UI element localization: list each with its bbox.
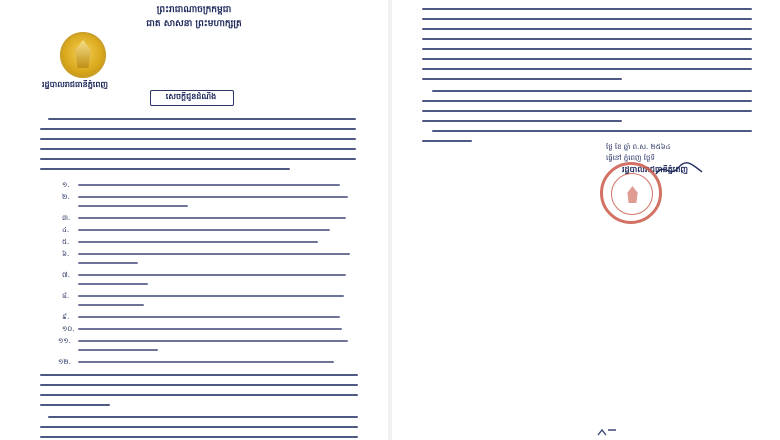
list-item-number: ៦. xyxy=(62,250,70,258)
text-line xyxy=(422,18,752,20)
list-item-number: ៥. xyxy=(62,238,70,246)
list-item xyxy=(78,196,348,198)
text-line xyxy=(422,28,752,30)
list-item xyxy=(78,217,346,219)
text-line xyxy=(40,384,358,386)
list-item-number: ៣. xyxy=(62,214,71,222)
list-item xyxy=(78,262,138,264)
text-line xyxy=(40,426,358,428)
list-item-number: ៤. xyxy=(62,226,70,234)
list-item-number: ៧. xyxy=(62,271,70,279)
text-line xyxy=(422,8,752,10)
list-item xyxy=(78,283,148,285)
list-item xyxy=(78,328,342,330)
list-item xyxy=(78,316,340,318)
right-document-page xyxy=(392,0,780,440)
text-line xyxy=(40,158,356,160)
text-line xyxy=(422,38,752,40)
text-line xyxy=(422,48,752,50)
page-mark-icon xyxy=(596,428,618,436)
list-item-number: ១១. xyxy=(58,337,71,345)
list-item-number: ៨. xyxy=(62,292,70,300)
text-line xyxy=(422,68,752,70)
doc-title: សេចក្តីជូនដំណឹង xyxy=(165,92,217,101)
text-line xyxy=(40,374,358,376)
signature-icon xyxy=(654,160,704,180)
text-line xyxy=(40,148,356,150)
text-line xyxy=(48,118,356,120)
text-line xyxy=(40,436,358,438)
list-item xyxy=(78,361,334,363)
list-item xyxy=(78,295,344,297)
kingdom-header: ព្រះរាជាណាចក្រកម្ពុជា xyxy=(156,6,232,15)
list-item-number: ១២. xyxy=(58,358,71,366)
list-item xyxy=(78,184,340,186)
text-line xyxy=(422,140,472,142)
text-line xyxy=(40,138,356,140)
left-document-page xyxy=(0,0,388,440)
list-item xyxy=(78,274,346,276)
signing-date: ថ្ងៃ ខែ ឆ្នាំ ព.ស. ២៥៦៤ xyxy=(606,143,671,151)
signatory-authority: រដ្ឋបាលរាជធានីភ្នំពេញ xyxy=(622,165,689,174)
text-line xyxy=(422,110,752,112)
text-line xyxy=(422,120,622,122)
text-line xyxy=(432,90,752,92)
text-line xyxy=(422,78,622,80)
list-item-number: ២. xyxy=(62,193,70,201)
list-item xyxy=(78,304,144,306)
issuing-authority: រដ្ឋបាលរាជធានីភ្នំពេញ xyxy=(42,80,109,89)
list-item xyxy=(78,229,330,231)
list-item xyxy=(78,253,350,255)
list-item-number: ១០. xyxy=(62,325,75,333)
signing-place: ធ្វើនៅ ភ្នំពេញ ថ្ងៃទី xyxy=(606,154,655,162)
text-line xyxy=(40,404,110,406)
list-item xyxy=(78,241,318,243)
text-line xyxy=(422,58,752,60)
text-line xyxy=(40,128,356,130)
text-line xyxy=(40,168,290,170)
list-item xyxy=(78,349,158,351)
list-item-number: ៩. xyxy=(62,313,70,321)
phnom-penh-emblem-icon xyxy=(60,32,106,78)
official-seal-icon xyxy=(600,162,662,224)
list-item xyxy=(78,205,188,207)
text-line xyxy=(422,100,752,102)
list-item xyxy=(78,340,348,342)
text-line xyxy=(432,130,752,132)
text-line xyxy=(48,416,358,418)
list-item-number: ១. xyxy=(62,181,70,189)
text-line xyxy=(40,394,358,396)
motto-header: ជាតិ សាសនា ព្រះមហាក្សត្រ xyxy=(146,20,242,29)
